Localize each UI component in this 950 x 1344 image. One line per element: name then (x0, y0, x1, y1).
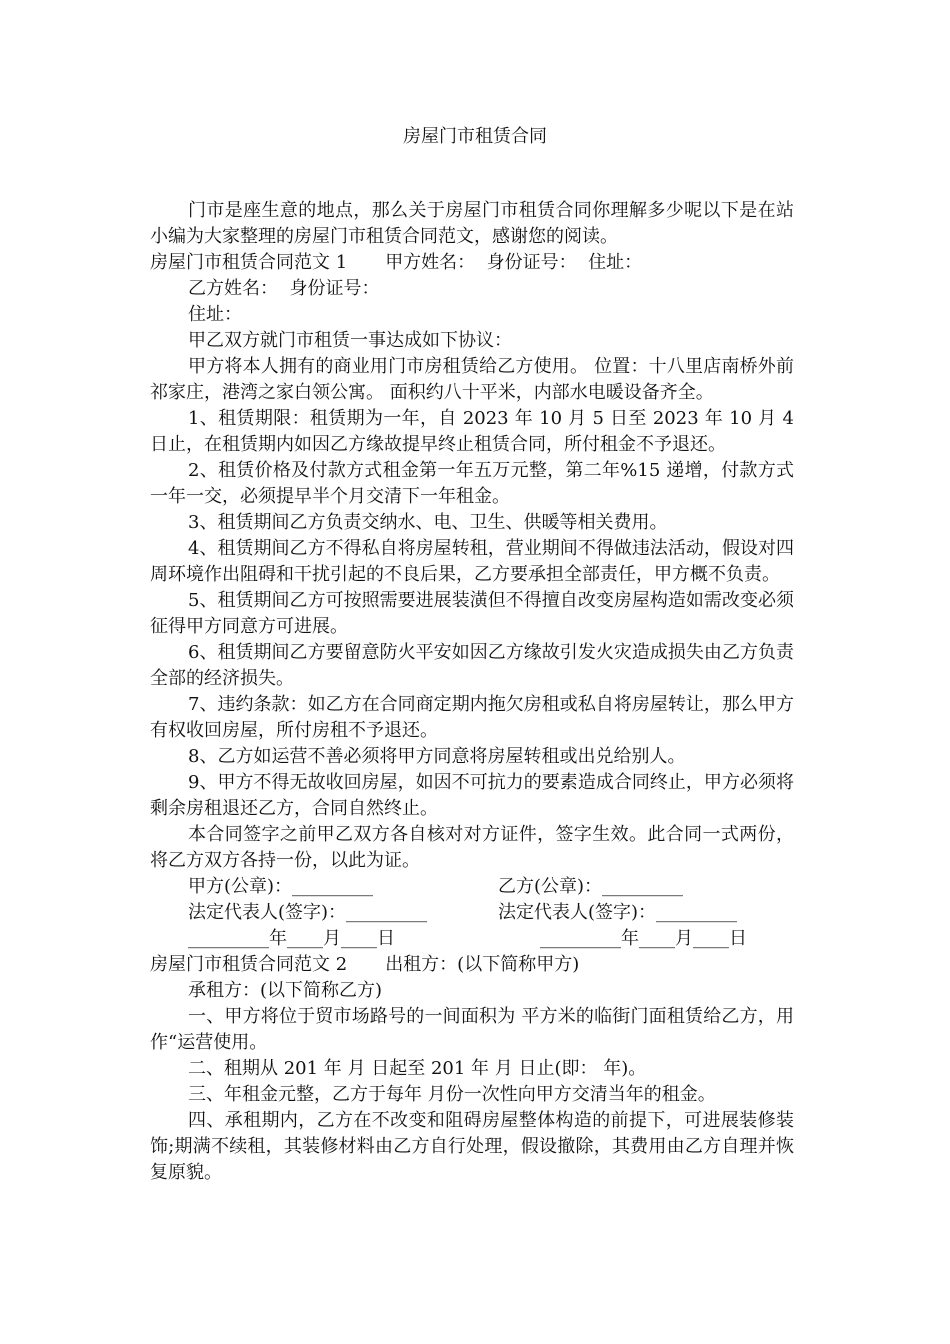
party-a-date: _________年____月____日 (188, 928, 395, 949)
location-paragraph: 甲方将本人拥有的商业用门市房租赁给乙方使用。 位置：十八里店南桥外前祁家庄，港湾之家白领公寓。 面积约八十平米，内部水电暖设备齐全。 (150, 356, 794, 403)
representative-row (150, 900, 794, 926)
party-b-date: _________年____月____日 (540, 928, 747, 949)
clause-8: 8、乙方如运营不善必须将甲方同意将房屋转租或出兑给别人。 (188, 746, 686, 767)
article-1: 一、甲方将位于贸市场路号的一间面积为 平方米的临街门面租赁给乙方，用作“运营使用。 (150, 1006, 794, 1053)
sample1-heading: 房屋门市租赁合同范文 1 (150, 252, 348, 273)
article-4: 四、承租期内，乙方在不改变和阻碍房屋整体构造的前提下，可进展装修装饰;期满不续租，其装修材料由乙方自行处理，假设撤除，其费用由乙方自理并恢复原貌。 (150, 1110, 794, 1183)
party-b-fields: 乙方姓名： 身份证号： (188, 278, 380, 299)
sample2-heading-line (150, 952, 794, 978)
clause-6: 6、租赁期间乙方要留意防火平安如因乙方缘故引发火灾造成损失由乙方负责全部的经济损失。 (150, 642, 794, 689)
party-a-fields: 甲方姓名： 身份证号： 住址： (385, 252, 643, 273)
intro-paragraph: 门市是座生意的地点，那么关于房屋门市租赁合同你理解多少呢以下是在站小编为大家整理的房屋门市租赁合同范文，感谢您的阅读。 (150, 200, 794, 247)
party-b-seal: 乙方(公章)：_________ (498, 876, 684, 897)
clause-4: 4、租赁期间乙方不得私自将房屋转租，营业期间不得做违法活动，假设对四周环境作出阻碍和干扰引起的不良后果，乙方要承担全部责任，甲方概不负责。 (150, 538, 794, 585)
clause-7: 7、违约条款：如乙方在合同商定期内拖欠房租或私自将房屋转让，那么甲方有权收回房屋，所付房租不予退还。 (150, 694, 794, 741)
document-body (150, 198, 794, 1186)
article-3: 三、年租金元整，乙方于每年 月份一次性向甲方交清当年的租金。 (188, 1084, 716, 1105)
party-a-representative: 法定代表人(签字)：_________ (188, 902, 428, 923)
address-label: 住址： (188, 304, 242, 325)
lessee-line: 承租方：(以下简称乙方) (188, 980, 383, 1001)
agreement-intro: 甲乙双方就门市租赁一事达成如下协议： (188, 330, 512, 351)
clause-9: 9、甲方不得无故收回房屋，如因不可抗力的要素造成合同终止，甲方必须将剩余房租退还乙方，合同自然终止。 (150, 772, 794, 819)
seal-row (150, 874, 794, 900)
article-2: 二、租期从 201 年 月 日起至 201 年 月 日止(即： 年)。 (188, 1058, 647, 1079)
document-title: 房屋门市租赁合同 (403, 126, 547, 147)
clause-2: 2、租赁价格及付款方式租金第一年五万元整，第二年%15 递增，付款方式一年一交，必须提早半个月交清下一年租金。 (150, 460, 794, 507)
clause-3: 3、租赁期间乙方负责交纳水、电、卫生、供暖等相关费用。 (188, 512, 668, 533)
party-b-representative: 法定代表人(签字)：_________ (498, 902, 738, 923)
clause-5: 5、租赁期间乙方可按照需要进展装潢但不得擅自改变房屋构造如需改变必须征得甲方同意方可进展。 (150, 590, 794, 637)
signing-note: 本合同签字之前甲乙双方各自核对对方证件，签字生效。此合同一式两份，将乙方双方各持一份，以此为证。 (150, 824, 794, 871)
clause-1: 1、租赁期限：租赁期为一年，自 2023 年 10 月 5 日至 2023 年 10 月 4 日止，在租赁期内如因乙方缘故提早终止租赁合同，所付租金不予退还。 (150, 408, 794, 455)
sample1-heading-line (150, 250, 794, 276)
lessor-line: 出租方：(以下简称甲方) (385, 954, 580, 975)
party-a-seal: 甲方(公章)：_________ (188, 876, 374, 897)
sample2-heading: 房屋门市租赁合同范文 2 (150, 954, 348, 975)
date-row (150, 926, 794, 952)
